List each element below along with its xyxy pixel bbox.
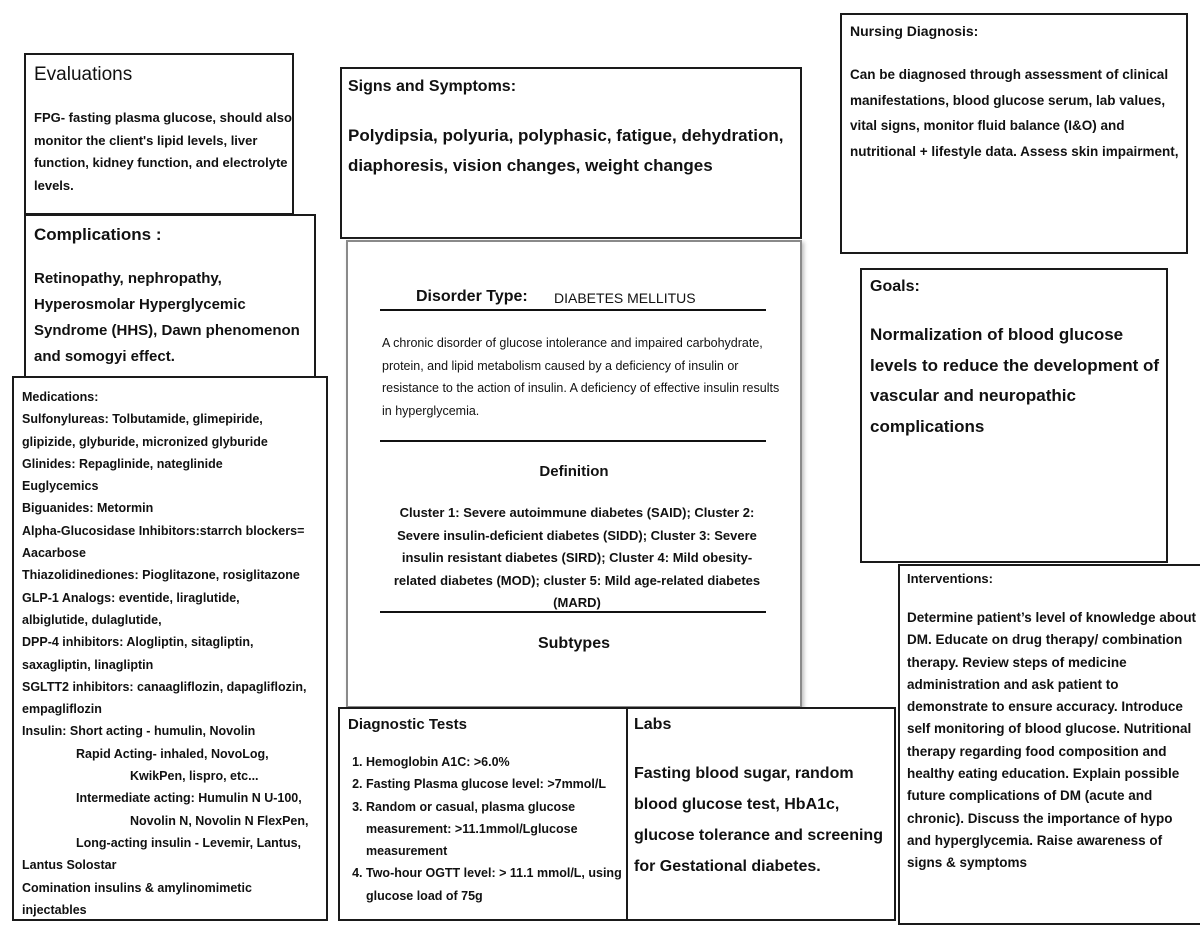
medication-line: Insulin: Short acting - humulin, Novolin <box>22 724 256 739</box>
evaluations-text: FPG- fasting plasma glucose, should also monitor the client's lipid levels, liver function, kidney function, and electrolyte levels. <box>34 110 292 193</box>
list-item: 4. Two-hour OGTT level: > 11.1 mmol/L, using glucose load of 75g <box>366 862 628 907</box>
interventions-box <box>898 564 1200 925</box>
definition-title: Definition <box>539 463 609 480</box>
diagnostic-list <box>350 751 628 907</box>
medication-line: Alpha-Glucosidase Inhibitors:starrch blockers= <box>22 523 305 538</box>
medication-line: saxagliptin, linagliptin <box>22 657 154 672</box>
list-item: 2. Fasting Plasma glucose level: >7mmol/L <box>366 773 628 795</box>
disorder-type-value: DIABETES MELLITUS <box>554 290 696 306</box>
divider <box>380 611 766 613</box>
medication-line: Euglycemics <box>22 479 99 494</box>
goals-title: Goals: <box>870 278 920 295</box>
medication-line: GLP-1 Analogs: eventide, liraglutide, <box>22 590 240 605</box>
medication-line: glipizide, glyburide, micronized glyburide <box>22 434 268 449</box>
medications-title: Medications: <box>22 390 99 404</box>
medication-line: DPP-4 inhibitors: Alogliptin, sitagliptin, <box>22 635 254 650</box>
interventions-title: Interventions: <box>907 571 993 586</box>
goals-text: Normalization of blood glucose levels to reduce the development of vascular and neuropathic complications <box>870 325 1160 436</box>
complications-box <box>24 214 316 378</box>
medication-line: Intermediate acting: Humulin N U-100, <box>76 791 302 806</box>
medication-line: Rapid Acting- inhaled, NovoLog, <box>76 746 269 761</box>
medication-line: KwikPen, lispro, etc... <box>130 769 259 784</box>
divider <box>380 309 766 311</box>
nursing-text: Can be diagnosed through assessment of clinical manifestations, blood glucose serum, lab values, vital signs, monitor fluid balance (I&O) and nutritional + lifestyle data. Assess skin impairment, <box>850 67 1179 159</box>
signs-title: Signs and Symptoms: <box>348 78 517 95</box>
medication-line: injectables <box>22 902 87 917</box>
evaluations-title: Evaluations <box>34 64 133 85</box>
signs-text: Polydipsia, polyuria, polyphasic, fatigue, dehydration, diaphoresis, vision changes, weight changes <box>348 126 784 175</box>
medication-line: Biguanides: Metormin <box>22 501 154 516</box>
disorder-type-label: Disorder Type: <box>416 288 528 305</box>
medication-line: Long-acting insulin - Levemir, Lantus, <box>76 835 302 850</box>
disorder-box <box>346 240 802 708</box>
diagnostic-tests-box <box>338 707 628 921</box>
medication-line: albiglutide, dulaglutide, <box>22 612 162 627</box>
medications-list <box>22 386 309 921</box>
subtypes-title: Subtypes <box>537 635 610 652</box>
medication-line: Lantus Solostar <box>22 858 117 873</box>
diagnostic-title: Diagnostic Tests <box>348 716 467 733</box>
medication-line: Glinides: Repaglinide, nateglinide <box>22 456 223 471</box>
list-item: 3. Random or casual, plasma glucose measurement: >11.1mmol/Lglucose measurement <box>366 796 628 863</box>
medication-line: empagliflozin <box>22 702 102 717</box>
medication-line: SGLTT2 inhibitors: canaagliflozin, dapagliflozin, <box>22 679 307 694</box>
medication-line: Sulfonylureas: Tolbutamide, glimepiride, <box>22 412 263 427</box>
medication-line: Comination insulins & amylinomimetic <box>22 880 252 895</box>
interventions-text: Determine patient’s level of knowledge about DM. Educate on drug therapy/ combination therapy. Review steps of medicine administration and ask patient to demonstrate to ensure accuracy. Introduce self monitoring of blood glucose. Nutritional therapy regarding food composition and healthy eating education. Explain possible future complications of DM (acute and chronic). Discuss the importance of hypo and hyperglycemia. Raise awareness of signs & symptoms <box>907 610 1197 871</box>
nursing-diagnosis-box <box>840 13 1188 254</box>
divider <box>380 440 766 442</box>
nursing-title: Nursing Diagnosis: <box>850 23 979 39</box>
medication-line: Novolin N, Novolin N FlexPen, <box>130 813 309 828</box>
list-item: 1. Hemoglobin A1C: >6.0% <box>366 751 628 773</box>
goals-box <box>860 268 1168 563</box>
medications-box <box>12 376 328 921</box>
disorder-description: A chronic disorder of glucose intolerance and impaired carbohydrate, protein, and lipid metabolism caused by a deficiency of insulin or resistance to the action of insulin. A deficiency of effective insulin results in hyperglycemia. <box>382 336 780 418</box>
labs-text: Fasting blood sugar, random blood glucose test, HbA1c, glucose tolerance and screening for Gestational diabetes. <box>634 765 883 875</box>
definition-text: Cluster 1: Severe autoimmune diabetes (SAID); Cluster 2: Severe insulin-deficient diabetes (SIDD); Cluster 3: Severe insulin resistant diabetes (SIRD); Cluster 4: Mild obesity-related diabetes (MOD); cluster 5: Mild age-related diabetes (MARD) <box>393 505 761 610</box>
complications-title: Complications : <box>34 225 162 244</box>
signs-symptoms-box <box>340 67 802 239</box>
labs-box <box>626 707 896 921</box>
complications-text: Retinopathy, nephropathy, Hyperosmolar Hyperglycemic Syndrome (HHS), Dawn phenomenon and somogyi effect. <box>34 270 300 365</box>
labs-title: Labs <box>634 716 672 733</box>
medication-line: Thiazolidinediones: Pioglitazone, rosiglitazone <box>22 568 300 583</box>
medication-line: Aacarbose <box>22 546 86 561</box>
evaluations-box <box>24 53 294 215</box>
